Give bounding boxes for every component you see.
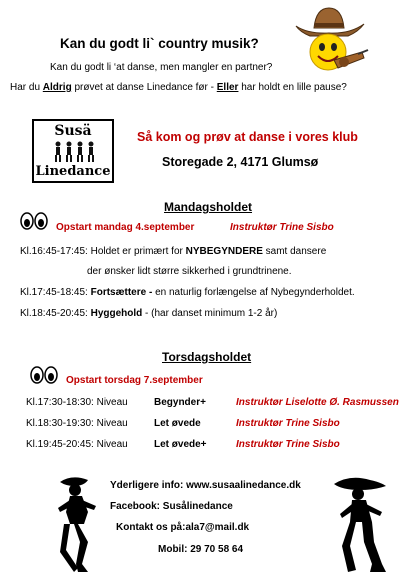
thursday-row-level: Let øvede+ xyxy=(154,439,207,450)
eyes-icon xyxy=(20,212,48,230)
logo-text-bottom: Linedance xyxy=(35,164,111,179)
monday-row-3-rest: - (har danset minimum 1-2 år) xyxy=(142,308,278,319)
monday-start: Opstart mandag 4.september xyxy=(56,222,195,233)
thursday-start: Opstart torsdag 7.september xyxy=(66,375,203,386)
question-aldrig: Aldrig xyxy=(42,82,72,93)
thursday-row-level: Let øvede xyxy=(154,418,201,429)
thursday-heading: Torsdagsholdet xyxy=(162,350,252,364)
monday-row-2-rest: en naturlig forlængelse af Nybegynderholdet. xyxy=(155,287,355,298)
logo-text-top: Susä xyxy=(54,123,92,139)
monday-row-1-rest: samt dansere xyxy=(262,246,327,257)
cowboy-smiley-icon xyxy=(288,0,370,80)
monday-row-2-time: Kl.17:45-18:45: xyxy=(20,287,91,298)
thursday-row-time: Kl.18:30-19:30: Niveau xyxy=(26,418,128,429)
question-eller: Eller xyxy=(216,82,239,93)
thursday-row-instructor: Instruktør Trine Sisbo xyxy=(236,418,340,429)
dancers-logo-icon xyxy=(50,141,98,163)
question-line xyxy=(10,82,347,93)
footer-info: Yderligere info: www.susaalinedance.dk xyxy=(110,480,301,491)
monday-row-2-bold: Fortsættere - xyxy=(90,287,156,298)
cowboy-dancer-silhouette-icon xyxy=(326,472,390,576)
footer-mobile: Mobil: 29 70 58 64 xyxy=(158,544,244,555)
monday-row-3 xyxy=(20,308,277,319)
monday-heading: Mandagsholdet xyxy=(164,200,253,214)
club-logo xyxy=(32,119,114,183)
address: Storegade 2, 4171 Glumsø xyxy=(162,155,319,169)
footer-contact: Kontakt os på:ala7@mail.dk xyxy=(116,522,250,533)
page-title: Kan du godt li` country musik? xyxy=(60,36,259,51)
dancer-silhouette-icon xyxy=(48,472,108,576)
question-mid: prøvet at danse Linedance før - xyxy=(71,82,217,93)
thursday-row-time: Kl.19:45-20:45: Niveau xyxy=(26,439,128,450)
invite-text: Så kom og prøv at danse i vores klub xyxy=(137,130,358,144)
question-pre: Har du xyxy=(10,82,43,93)
footer-facebook: Facebook: Susålinedance xyxy=(110,501,233,512)
monday-row-1-bold: NYBEGYNDERE xyxy=(185,246,263,257)
monday-row-1-time: Kl.16:45-17:45: Holdet er primært for xyxy=(20,246,186,257)
question-post: har holdt en lille pause? xyxy=(238,82,347,93)
thursday-row-instructor: Instruktør Trine Sisbo xyxy=(236,439,340,450)
monday-row-2 xyxy=(20,287,355,298)
monday-instructor: Instruktør Trine Sisbo xyxy=(230,222,334,233)
eyes-icon xyxy=(30,366,58,384)
monday-row-3-time: Kl.18:45-20:45: xyxy=(20,308,91,319)
monday-row-1 xyxy=(20,246,326,257)
monday-row-3-bold: Hyggehold xyxy=(90,308,143,319)
subtitle: Kan du godt li ‘at danse, men mangler en partner? xyxy=(50,62,273,73)
monday-row-1-cont: der ønsker lidt større sikkerhed i grundtrinene. xyxy=(87,266,292,277)
thursday-row-time: Kl.17:30-18:30: Niveau xyxy=(26,397,128,408)
thursday-row-level: Begynder+ xyxy=(154,397,206,408)
thursday-row-instructor: Instruktør Liselotte Ø. Rasmussen xyxy=(236,397,399,408)
